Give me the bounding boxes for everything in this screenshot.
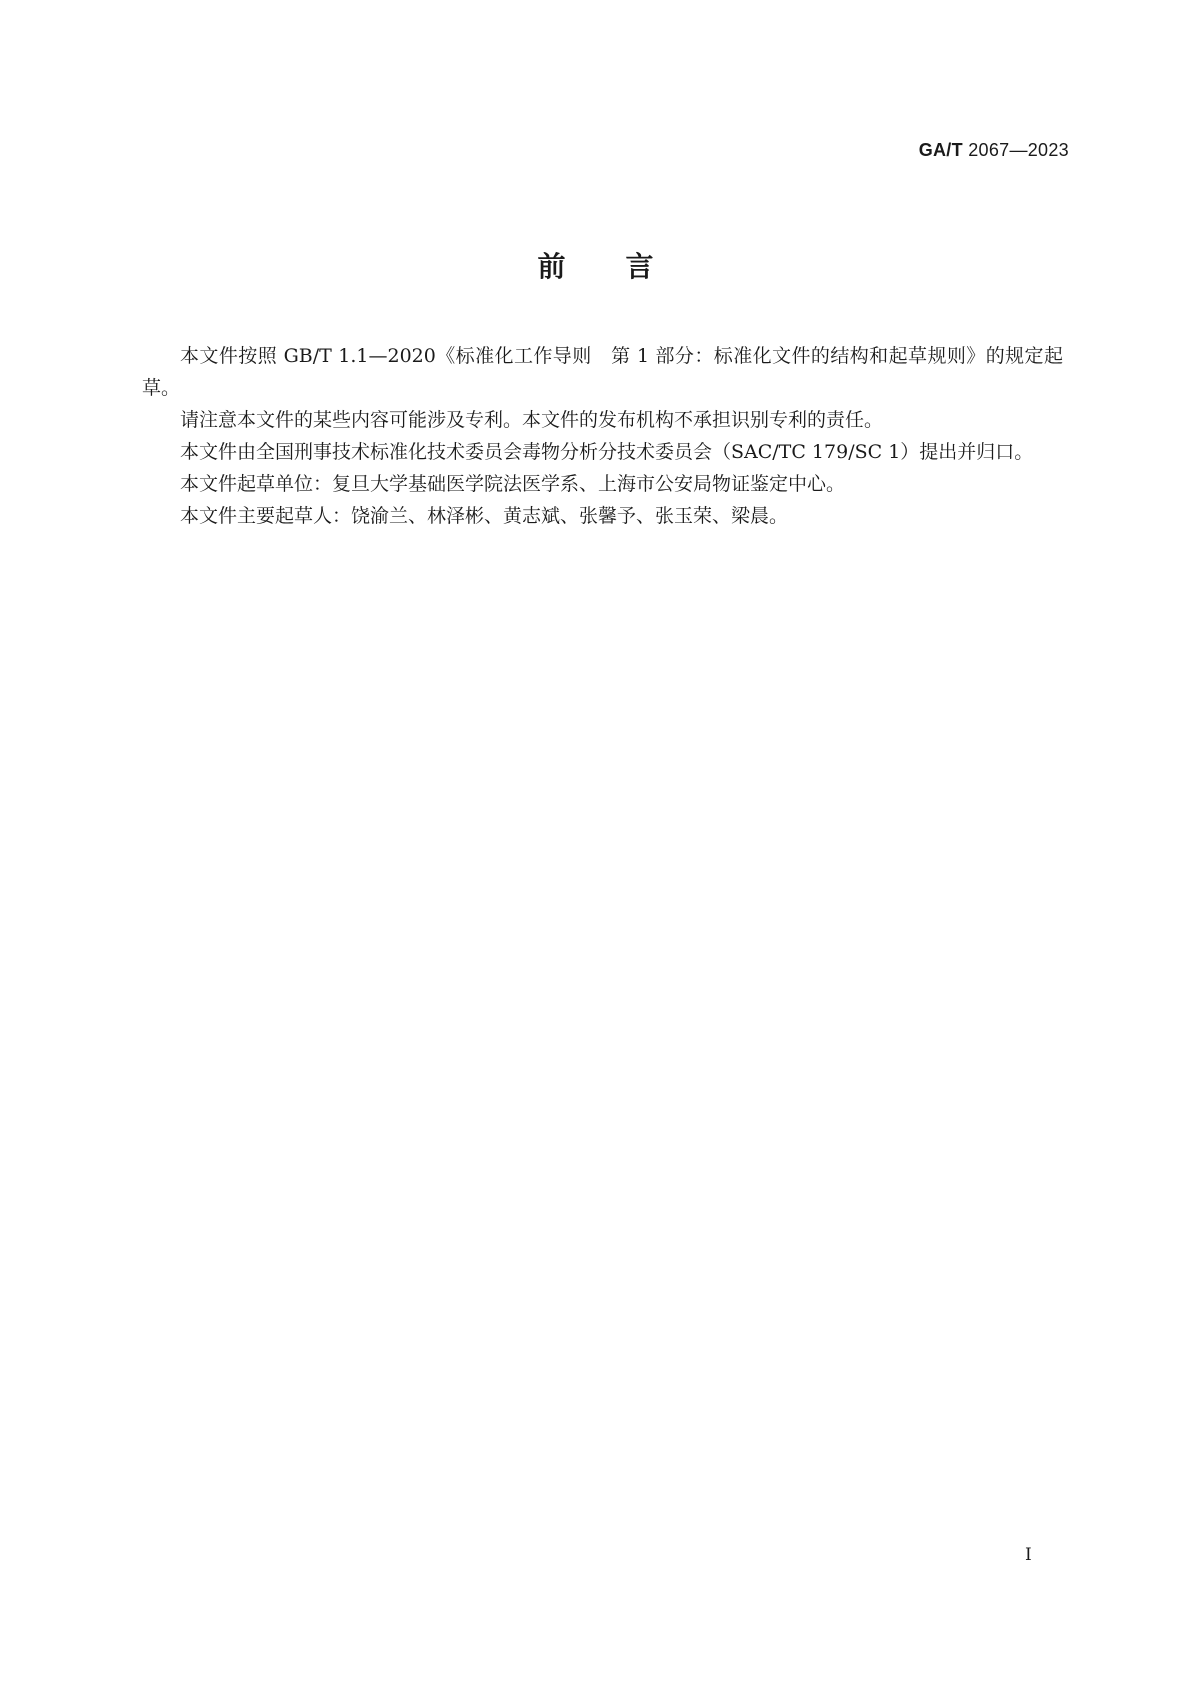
paragraph-drafting-rules: 本文件按照 GB/T 1.1—2020《标准化工作导则 第 1 部分：标准化文件的结构和起草规则》的规定起草。 [142, 345, 1063, 399]
paragraph-drafters: 本文件主要起草人：饶渝兰、林泽彬、黄志斌、张馨予、张玉荣、梁晨。 [180, 505, 789, 527]
standard-code-number: 2067—2023 [968, 140, 1069, 160]
paragraph-proposing-committee: 本文件由全国刑事技术标准化技术委员会毒物分析分技术委员会（SAC/TC 179/SC 1）提出并归口。 [180, 441, 1034, 463]
page-number: I [1025, 1545, 1032, 1565]
page-title: 前言 [537, 250, 714, 283]
paragraph-patent-notice: 请注意本文件的某些内容可能涉及专利。本文件的发布机构不承担识别专利的责任。 [180, 409, 884, 431]
paragraph-drafting-units: 本文件起草单位：复旦大学基础医学院法医学系、上海市公安局物证鉴定中心。 [180, 473, 846, 495]
preface-body [142, 340, 1063, 532]
standard-code-prefix: GA/T [918, 140, 963, 160]
standard-number-header [919, 140, 1069, 161]
